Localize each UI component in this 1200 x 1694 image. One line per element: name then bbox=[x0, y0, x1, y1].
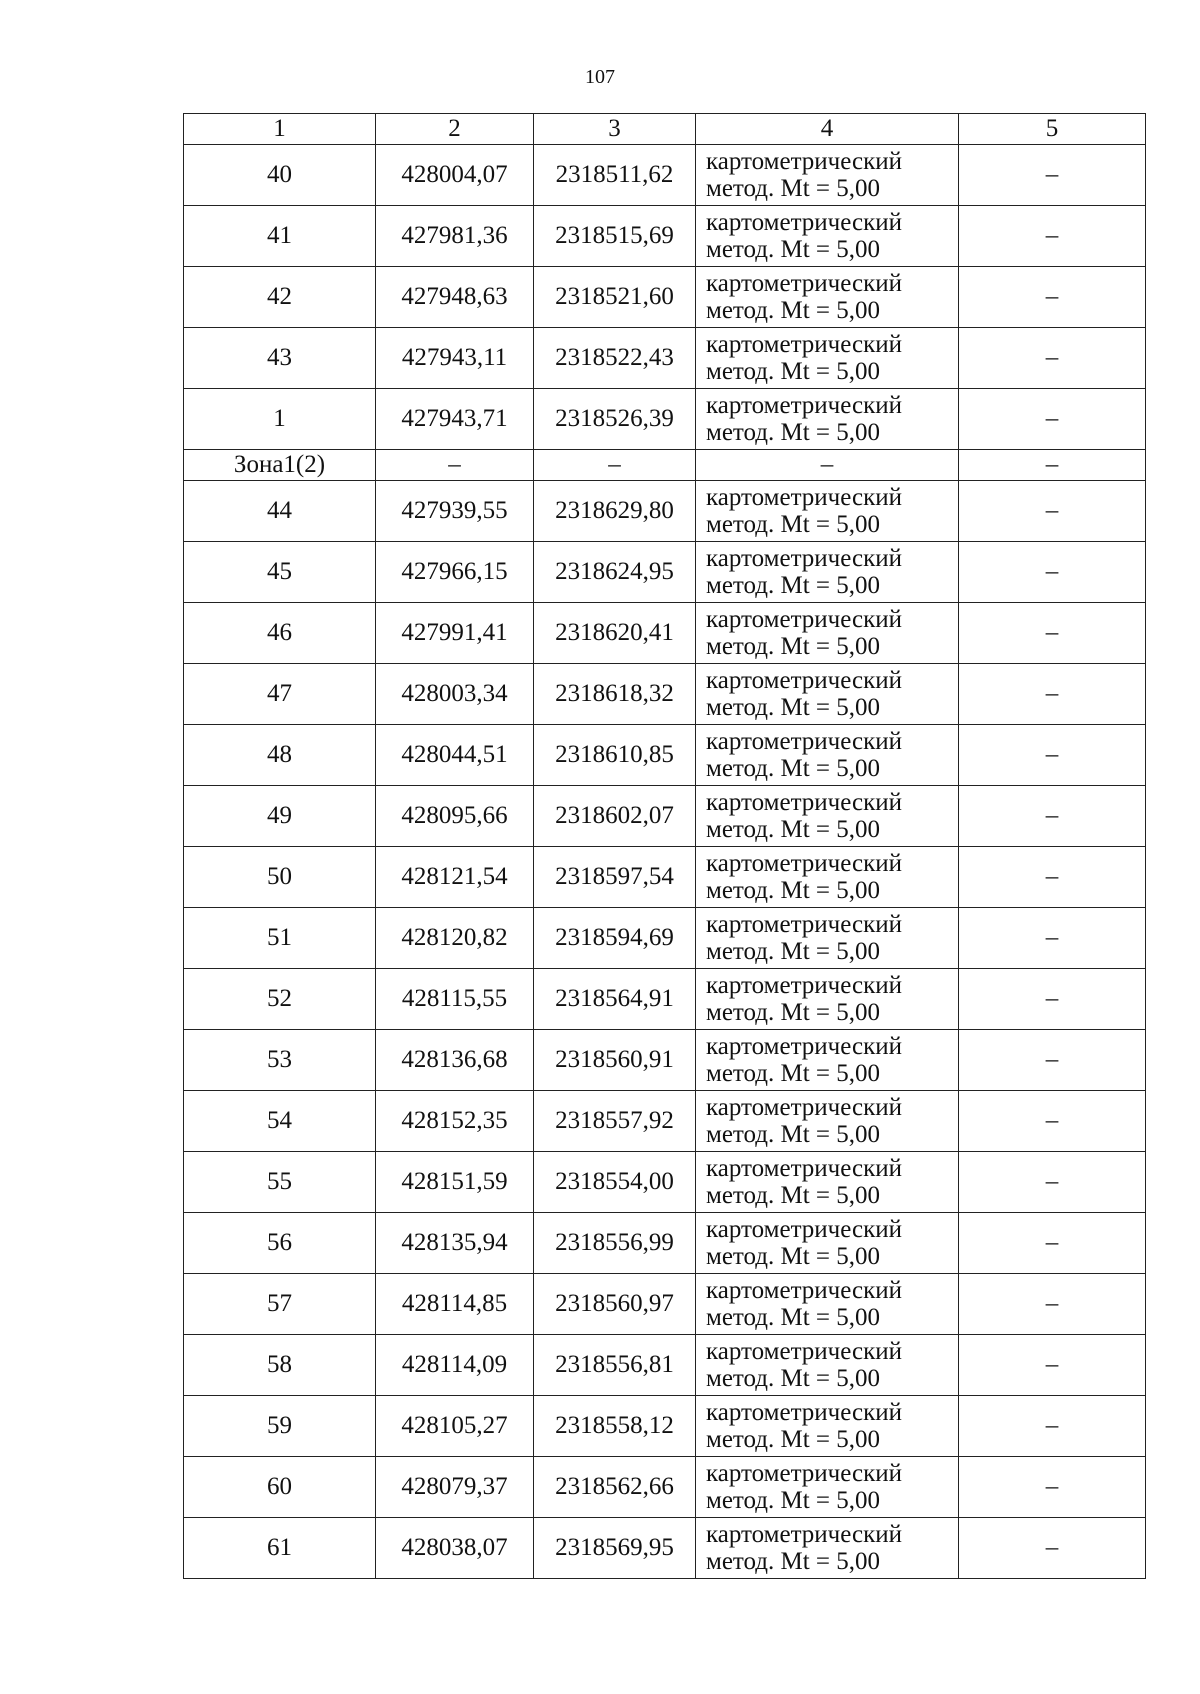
x-coordinate-cell: 427943,11 bbox=[376, 328, 534, 389]
y-coordinate-cell: – bbox=[534, 450, 696, 481]
x-coordinate-cell: 428003,34 bbox=[376, 664, 534, 725]
method-line-2: метод. Mt = 5,00 bbox=[706, 633, 881, 660]
accuracy-cell: – bbox=[959, 206, 1146, 267]
method-cell bbox=[696, 1030, 959, 1091]
accuracy-cell: – bbox=[959, 1091, 1146, 1152]
method-line-2: метод. Mt = 5,00 bbox=[706, 816, 881, 843]
method-line-1: картометрический bbox=[706, 1155, 902, 1182]
column-header: 1 bbox=[184, 114, 376, 145]
method-line-2: метод. Mt = 5,00 bbox=[706, 1548, 881, 1575]
method-line-1: картометрический bbox=[706, 1033, 902, 1060]
accuracy-cell: – bbox=[959, 1396, 1146, 1457]
y-coordinate-cell: 2318558,12 bbox=[534, 1396, 696, 1457]
table-row bbox=[184, 664, 1146, 725]
method-cell bbox=[696, 328, 959, 389]
point-number-cell: 49 bbox=[184, 786, 376, 847]
table-row bbox=[184, 1274, 1146, 1335]
x-coordinate-cell: 428114,85 bbox=[376, 1274, 534, 1335]
table-row bbox=[184, 1152, 1146, 1213]
method-line-2: метод. Mt = 5,00 bbox=[706, 236, 881, 263]
method-line-1: картометрический bbox=[706, 728, 902, 755]
method-line-1: картометрический bbox=[706, 148, 902, 175]
x-coordinate-cell: 428135,94 bbox=[376, 1213, 534, 1274]
x-coordinate-cell: 428121,54 bbox=[376, 847, 534, 908]
table-row bbox=[184, 542, 1146, 603]
accuracy-cell: – bbox=[959, 725, 1146, 786]
y-coordinate-cell: 2318629,80 bbox=[534, 481, 696, 542]
point-number-cell: 41 bbox=[184, 206, 376, 267]
method-line-1: картометрический bbox=[706, 1094, 902, 1121]
method-line-1: картометрический bbox=[706, 789, 902, 816]
y-coordinate-cell: 2318511,62 bbox=[534, 145, 696, 206]
method-line-2: метод. Mt = 5,00 bbox=[706, 999, 881, 1026]
point-number-cell: 51 bbox=[184, 908, 376, 969]
y-coordinate-cell: 2318569,95 bbox=[534, 1518, 696, 1579]
point-number-cell: 54 bbox=[184, 1091, 376, 1152]
table-row bbox=[184, 786, 1146, 847]
x-coordinate-cell: 427943,71 bbox=[376, 389, 534, 450]
x-coordinate-cell: 428038,07 bbox=[376, 1518, 534, 1579]
table-row bbox=[184, 328, 1146, 389]
method-line-1: картометрический bbox=[706, 1277, 902, 1304]
accuracy-cell: – bbox=[959, 267, 1146, 328]
method-cell bbox=[696, 1274, 959, 1335]
method-line-1: картометрический bbox=[706, 270, 902, 297]
table-row bbox=[184, 847, 1146, 908]
x-coordinate-cell: 428115,55 bbox=[376, 969, 534, 1030]
point-number-cell: 53 bbox=[184, 1030, 376, 1091]
accuracy-cell: – bbox=[959, 145, 1146, 206]
accuracy-cell: – bbox=[959, 1518, 1146, 1579]
table-header-row bbox=[184, 114, 1146, 145]
x-coordinate-cell: 428095,66 bbox=[376, 786, 534, 847]
accuracy-cell: – bbox=[959, 786, 1146, 847]
coordinates-table bbox=[183, 113, 1146, 1579]
y-coordinate-cell: 2318610,85 bbox=[534, 725, 696, 786]
method-cell bbox=[696, 969, 959, 1030]
y-coordinate-cell: 2318594,69 bbox=[534, 908, 696, 969]
table-row bbox=[184, 481, 1146, 542]
accuracy-cell: – bbox=[959, 328, 1146, 389]
method-cell bbox=[696, 1091, 959, 1152]
method-cell bbox=[696, 1335, 959, 1396]
point-number-cell: 56 bbox=[184, 1213, 376, 1274]
method-cell bbox=[696, 389, 959, 450]
method-cell bbox=[696, 664, 959, 725]
point-number-cell: 42 bbox=[184, 267, 376, 328]
method-line-2: метод. Mt = 5,00 bbox=[706, 419, 881, 446]
accuracy-cell: – bbox=[959, 969, 1146, 1030]
method-line-2: метод. Mt = 5,00 bbox=[706, 755, 881, 782]
method-cell bbox=[696, 786, 959, 847]
point-number-cell: 57 bbox=[184, 1274, 376, 1335]
point-number-cell: 52 bbox=[184, 969, 376, 1030]
point-number-cell: 59 bbox=[184, 1396, 376, 1457]
method-line-1: картометрический bbox=[706, 392, 902, 419]
accuracy-cell: – bbox=[959, 1274, 1146, 1335]
column-header: 2 bbox=[376, 114, 534, 145]
point-number-cell: 45 bbox=[184, 542, 376, 603]
table-row bbox=[184, 206, 1146, 267]
method-cell bbox=[696, 542, 959, 603]
method-line-1: картометрический bbox=[706, 667, 902, 694]
method-line-2: метод. Mt = 5,00 bbox=[706, 297, 881, 324]
method-line-2: метод. Mt = 5,00 bbox=[706, 938, 881, 965]
method-line-1: картометрический bbox=[706, 209, 902, 236]
method-line-1: картометрический bbox=[706, 850, 902, 877]
column-header: 3 bbox=[534, 114, 696, 145]
y-coordinate-cell: 2318624,95 bbox=[534, 542, 696, 603]
y-coordinate-cell: 2318556,81 bbox=[534, 1335, 696, 1396]
method-line-1: картометрический bbox=[706, 331, 902, 358]
method-cell bbox=[696, 145, 959, 206]
method-line-1: картометрический bbox=[706, 972, 902, 999]
y-coordinate-cell: 2318556,99 bbox=[534, 1213, 696, 1274]
y-coordinate-cell: 2318522,43 bbox=[534, 328, 696, 389]
point-number-cell: 50 bbox=[184, 847, 376, 908]
method-line-2: метод. Mt = 5,00 bbox=[706, 1060, 881, 1087]
method-cell: – bbox=[696, 450, 959, 481]
y-coordinate-cell: 2318620,41 bbox=[534, 603, 696, 664]
point-number-cell: 55 bbox=[184, 1152, 376, 1213]
point-number-cell: 44 bbox=[184, 481, 376, 542]
method-cell bbox=[696, 847, 959, 908]
accuracy-cell: – bbox=[959, 1030, 1146, 1091]
accuracy-cell: – bbox=[959, 603, 1146, 664]
accuracy-cell: – bbox=[959, 1335, 1146, 1396]
table-row bbox=[184, 725, 1146, 786]
accuracy-cell: – bbox=[959, 1152, 1146, 1213]
accuracy-cell: – bbox=[959, 1213, 1146, 1274]
point-number-cell: 43 bbox=[184, 328, 376, 389]
method-cell bbox=[696, 725, 959, 786]
x-coordinate-cell: 428004,07 bbox=[376, 145, 534, 206]
method-line-1: картометрический bbox=[706, 1399, 902, 1426]
x-coordinate-cell: 428136,68 bbox=[376, 1030, 534, 1091]
method-line-1: картометрический bbox=[706, 545, 902, 572]
method-line-2: метод. Mt = 5,00 bbox=[706, 1304, 881, 1331]
method-cell bbox=[696, 267, 959, 328]
table-row bbox=[184, 1396, 1146, 1457]
x-coordinate-cell: 428079,37 bbox=[376, 1457, 534, 1518]
y-coordinate-cell: 2318560,97 bbox=[534, 1274, 696, 1335]
method-line-2: метод. Mt = 5,00 bbox=[706, 511, 881, 538]
method-line-2: метод. Mt = 5,00 bbox=[706, 175, 881, 202]
y-coordinate-cell: 2318564,91 bbox=[534, 969, 696, 1030]
x-coordinate-cell: 428044,51 bbox=[376, 725, 534, 786]
point-number-cell: 60 bbox=[184, 1457, 376, 1518]
table-body bbox=[184, 114, 1146, 1579]
method-line-2: метод. Mt = 5,00 bbox=[706, 877, 881, 904]
table-row bbox=[184, 389, 1146, 450]
method-line-1: картометрический bbox=[706, 911, 902, 938]
x-coordinate-cell: 427981,36 bbox=[376, 206, 534, 267]
method-line-2: метод. Mt = 5,00 bbox=[706, 1243, 881, 1270]
method-line-2: метод. Mt = 5,00 bbox=[706, 1121, 881, 1148]
y-coordinate-cell: 2318618,32 bbox=[534, 664, 696, 725]
column-header: 5 bbox=[959, 114, 1146, 145]
x-coordinate-cell: 427948,63 bbox=[376, 267, 534, 328]
page-number: 107 bbox=[585, 66, 615, 88]
method-line-1: картометрический bbox=[706, 1338, 902, 1365]
column-header: 4 bbox=[696, 114, 959, 145]
method-cell bbox=[696, 603, 959, 664]
table-row bbox=[184, 1213, 1146, 1274]
accuracy-cell: – bbox=[959, 389, 1146, 450]
x-coordinate-cell: 428120,82 bbox=[376, 908, 534, 969]
accuracy-cell: – bbox=[959, 908, 1146, 969]
point-number-cell: 58 bbox=[184, 1335, 376, 1396]
x-coordinate-cell: 428114,09 bbox=[376, 1335, 534, 1396]
method-line-2: метод. Mt = 5,00 bbox=[706, 1487, 881, 1514]
method-line-1: картометрический bbox=[706, 1216, 902, 1243]
y-coordinate-cell: 2318602,07 bbox=[534, 786, 696, 847]
table-row bbox=[184, 969, 1146, 1030]
point-number-cell: Зона1(2) bbox=[184, 450, 376, 481]
method-cell bbox=[696, 1213, 959, 1274]
method-line-1: картометрический bbox=[706, 484, 902, 511]
point-number-cell: 46 bbox=[184, 603, 376, 664]
y-coordinate-cell: 2318597,54 bbox=[534, 847, 696, 908]
method-line-2: метод. Mt = 5,00 bbox=[706, 1426, 881, 1453]
method-line-1: картометрический bbox=[706, 1460, 902, 1487]
accuracy-cell: – bbox=[959, 450, 1146, 481]
point-number-cell: 47 bbox=[184, 664, 376, 725]
table-row bbox=[184, 1030, 1146, 1091]
method-line-2: метод. Mt = 5,00 bbox=[706, 1365, 881, 1392]
x-coordinate-cell: 427966,15 bbox=[376, 542, 534, 603]
y-coordinate-cell: 2318521,60 bbox=[534, 267, 696, 328]
point-number-cell: 61 bbox=[184, 1518, 376, 1579]
accuracy-cell: – bbox=[959, 664, 1146, 725]
table-row bbox=[184, 267, 1146, 328]
x-coordinate-cell: – bbox=[376, 450, 534, 481]
table-row bbox=[184, 145, 1146, 206]
table-row bbox=[184, 603, 1146, 664]
zone-header-row bbox=[184, 450, 1146, 481]
method-line-1: картометрический bbox=[706, 606, 902, 633]
method-line-2: метод. Mt = 5,00 bbox=[706, 572, 881, 599]
y-coordinate-cell: 2318557,92 bbox=[534, 1091, 696, 1152]
point-number-cell: 1 bbox=[184, 389, 376, 450]
method-line-1: картометрический bbox=[706, 1521, 902, 1548]
y-coordinate-cell: 2318554,00 bbox=[534, 1152, 696, 1213]
table-row bbox=[184, 908, 1146, 969]
y-coordinate-cell: 2318562,66 bbox=[534, 1457, 696, 1518]
method-cell bbox=[696, 1518, 959, 1579]
y-coordinate-cell: 2318515,69 bbox=[534, 206, 696, 267]
method-cell bbox=[696, 908, 959, 969]
method-line-2: метод. Mt = 5,00 bbox=[706, 1182, 881, 1209]
x-coordinate-cell: 427939,55 bbox=[376, 481, 534, 542]
x-coordinate-cell: 427991,41 bbox=[376, 603, 534, 664]
x-coordinate-cell: 428105,27 bbox=[376, 1396, 534, 1457]
x-coordinate-cell: 428152,35 bbox=[376, 1091, 534, 1152]
table-row bbox=[184, 1335, 1146, 1396]
table-row bbox=[184, 1091, 1146, 1152]
method-cell bbox=[696, 1396, 959, 1457]
method-cell bbox=[696, 481, 959, 542]
method-line-2: метод. Mt = 5,00 bbox=[706, 358, 881, 385]
accuracy-cell: – bbox=[959, 481, 1146, 542]
table-row bbox=[184, 1457, 1146, 1518]
y-coordinate-cell: 2318526,39 bbox=[534, 389, 696, 450]
method-cell bbox=[696, 1152, 959, 1213]
point-number-cell: 48 bbox=[184, 725, 376, 786]
method-cell bbox=[696, 206, 959, 267]
method-cell bbox=[696, 1457, 959, 1518]
x-coordinate-cell: 428151,59 bbox=[376, 1152, 534, 1213]
point-number-cell: 40 bbox=[184, 145, 376, 206]
accuracy-cell: – bbox=[959, 542, 1146, 603]
y-coordinate-cell: 2318560,91 bbox=[534, 1030, 696, 1091]
accuracy-cell: – bbox=[959, 1457, 1146, 1518]
table-row bbox=[184, 1518, 1146, 1579]
method-line-2: метод. Mt = 5,00 bbox=[706, 694, 881, 721]
accuracy-cell: – bbox=[959, 847, 1146, 908]
